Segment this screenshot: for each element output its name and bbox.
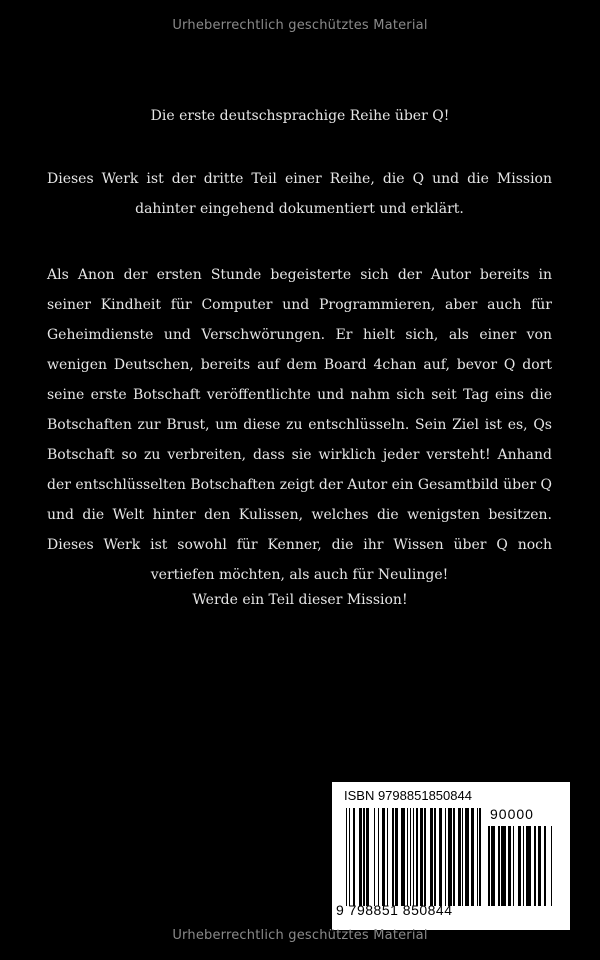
barcode-bar: [353, 808, 354, 906]
barcode-bar: [462, 808, 463, 906]
barcode-bar: [387, 808, 388, 906]
barcode-bar: [346, 808, 347, 906]
series-tagline: Die erste deutschsprachige Reihe über Q!: [150, 108, 450, 124]
barcode-bar: [416, 808, 419, 906]
barcode-bar: [518, 826, 521, 906]
closing-line: Werde ein Teil dieser Mission!: [192, 592, 408, 608]
barcode-bar: [424, 808, 425, 906]
barcode-bar: [544, 826, 546, 906]
barcode-bar: [526, 826, 531, 906]
barcode-bar: [477, 808, 478, 906]
barcode-bar: [439, 808, 442, 906]
description-paragraph-2: Als Anon der ersten Stunde begeisterte sich der Autor bereits in seiner Kindheit für Computer und Programmieren, aber auch für Geheimdienste und Verschwörungen. Er hielt sich, als einer von wenigen Deutschen, bereits auf dem Board 4chan auf, bevor Q dort seine erste Botschaft veröffentlichte und nahm sich seit Tag eins die Botschaften zur Brust, um diese zu entschlüsseln. Sein Ziel ist es, Qs Botschaft so zu verbreiten, dass sie wirklich jeder versteht! Anhand der entschlüsselten Botschaften zeigt der Autor ein Gesamtbild über Q und die Welt hinter den Kulissen, welches die wenigsten besitzen. Dieses Werk ist sowohl für Kenner, die ihr Wissen über Q noch vertiefen möchten, als auch für Neulinge!: [47, 267, 552, 583]
barcode-bar: [445, 808, 446, 906]
barcode-bar: [378, 808, 379, 906]
addon-barcode-bars: [488, 826, 554, 906]
barcode-bar: [458, 808, 461, 906]
barcode-bar: [491, 826, 494, 906]
barcode-bar: [434, 808, 435, 906]
barcode-bar: [501, 826, 506, 906]
barcode-bar: [420, 808, 423, 906]
barcode-bar: [534, 826, 536, 906]
barcode-bar: [471, 808, 474, 906]
barcode-bar: [407, 808, 408, 906]
barcode-bar: [374, 808, 375, 906]
copyright-watermark-top: Urheberrechtlich geschütztes Material: [172, 18, 428, 33]
barcode-bar: [430, 808, 433, 906]
barcode-bar: [465, 808, 469, 906]
barcode-bar: [392, 808, 393, 906]
price-addon-code: 90000: [490, 806, 534, 822]
barcode-bar: [382, 808, 385, 906]
barcode-bar: [363, 808, 364, 906]
barcode-bar: [453, 808, 454, 906]
barcode-bar: [508, 826, 511, 906]
barcode-bar: [448, 808, 452, 906]
barcode-bar: [413, 808, 414, 906]
barcode-digits: 9 798851 850844: [336, 902, 453, 918]
description-paragraph-1: Dieses Werk ist der dritte Teil einer Reihe, die Q und die Mission dahinter eingehend dokumentiert und erklärt.: [47, 171, 552, 217]
barcode-bar: [349, 808, 350, 906]
barcode-bar: [410, 808, 411, 906]
barcode-bar: [523, 826, 525, 906]
barcode-bar: [479, 808, 480, 906]
barcode-bar: [551, 826, 553, 906]
isbn-barcode-box: [332, 782, 570, 930]
barcode-bar: [395, 808, 398, 906]
barcode-bar: [538, 826, 541, 906]
barcode-bar: [401, 808, 405, 906]
barcode-bar: [488, 826, 490, 906]
isbn-label: ISBN 9798851850844: [344, 788, 472, 803]
barcode-bar: [498, 826, 500, 906]
ean-barcode-bars: [346, 808, 481, 906]
barcode-bar: [513, 826, 515, 906]
barcode-bar: [359, 808, 362, 906]
barcode-bar: [366, 808, 369, 906]
copyright-watermark-bottom: Urheberrechtlich geschütztes Material: [172, 928, 428, 943]
